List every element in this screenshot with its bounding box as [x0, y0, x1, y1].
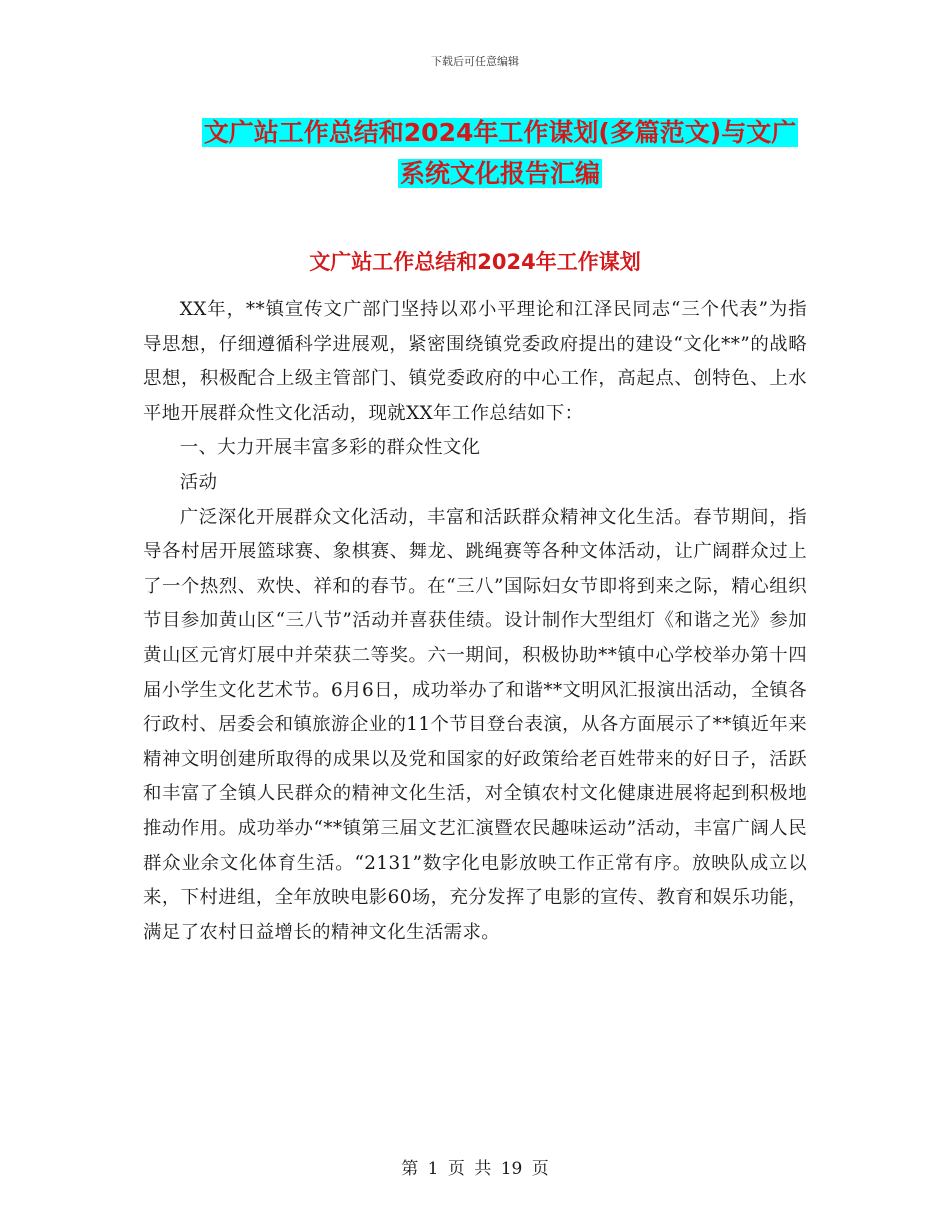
section-title: 文广站工作总结和2024年工作谋划: [309, 250, 641, 274]
document-title-line-2: 系统文化报告汇编: [399, 159, 600, 188]
section-heading-1-continued: 活动: [179, 471, 218, 493]
document-title-line-1: 文广站工作总结和2024年工作谋划(多篇范文)与文广: [203, 118, 797, 147]
document-title: [120, 112, 880, 194]
paragraph-activities: 广泛深化开展群众文化活动，丰富和活跃群众精神文化生活。春节期间，指导各村居开展篮球赛、象棋赛、舞龙、跳绳赛等各种文体活动，让广阔群众过上了一个热烈、欢快、祥和的春节。在“三八”国际妇女节即将到来之际，精心组织节目参加黄山区“三八节”活动并喜获佳绩。设计制作大型组灯《和谐之光》参加黄山区元宵灯展中并荣获二等奖。六一期间，积极协助**镇中心学校举办第十四届小学生文化艺术节。6月6日，成功举办了和谐**文明风汇报演出活动，全镇各行政村、居委会和镇旅游企业的11个节目登台表演，从各方面展示了**镇近年来精神文明创建所取得的成果以及党和国家的好政策给老百姓带来的好日子，活跃和丰富了全镇人民群众的精神文化生活，对全镇农村文化健康进展将起到积极地推动作用。成功举办“**镇第三届文艺汇演暨农民趣味运动”活动，丰富广阔人民群众业余文化体育生活。“2131”数字化电影放映工作正常有序。放映队成立以来，下村进组，全年放映电影60场，充分发挥了电影的宣传、教育和娱乐功能，满足了农村日益增长的精神文化生活需求。: [143, 506, 807, 943]
page-header: 下载后可任意编辑: [431, 55, 519, 68]
page-number: 第 1 页 共 19 页: [401, 1159, 549, 1179]
section-heading-1: 一、大力开展丰富多彩的群众性文化: [179, 437, 481, 459]
paragraph-intro: XX年，**镇宣传文广部门坚持以邓小平理论和江泽民同志“三个代表”为指导思想，仔细遵循科学进展观，紧密围绕镇党委政府提出的建设“文化**”的战略思想，积极配合上级主管部门、镇党委政府的中心工作，高起点、创特色、上水平地开展群众性文化活动，现就XX年工作总结如下：: [143, 299, 807, 424]
document-body: [143, 293, 807, 950]
